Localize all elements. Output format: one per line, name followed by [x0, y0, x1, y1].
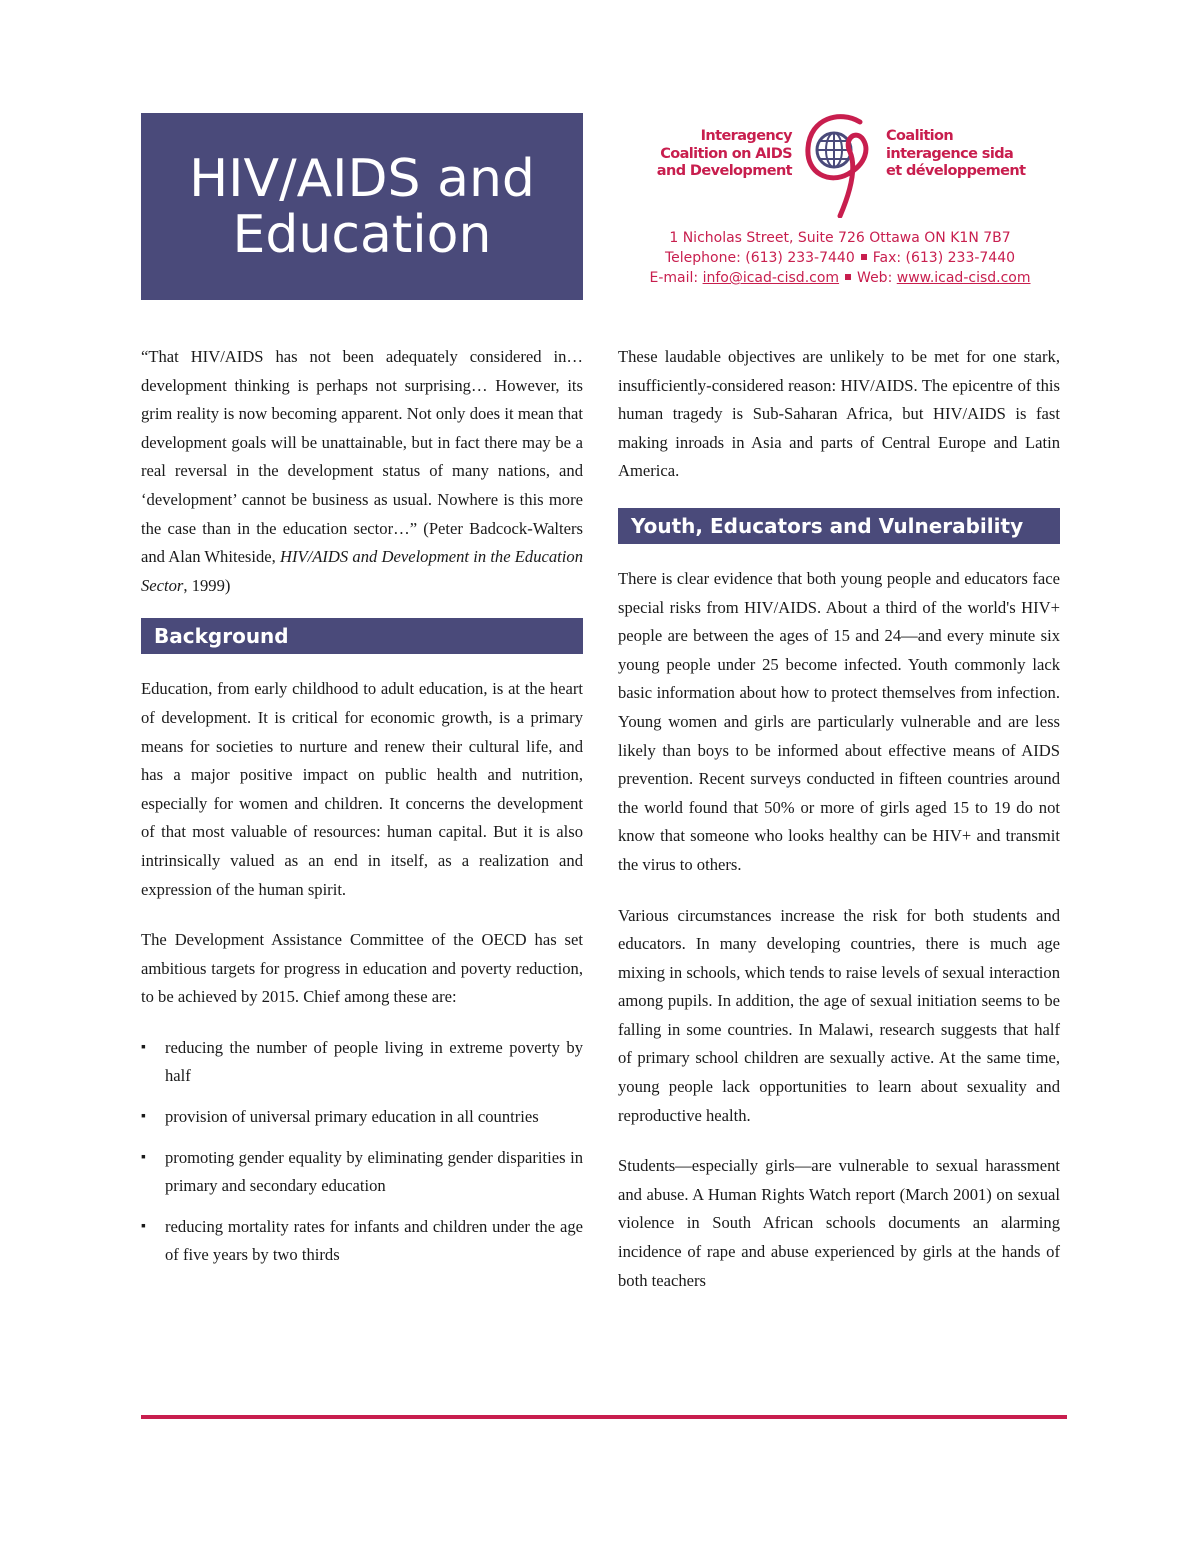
- telephone: Telephone: (613) 233-7440: [664, 250, 855, 266]
- logo-fr-line: Coalition: [886, 128, 954, 144]
- right-column: [618, 343, 1060, 1295]
- title-line-2: Education: [232, 204, 492, 265]
- targets-list: [141, 1034, 583, 1270]
- logo-en-line: and Development: [656, 163, 792, 179]
- title-line-1: HIV/AIDS and: [189, 148, 535, 209]
- bullet-icon: ▪: [141, 1039, 146, 1055]
- left-column: [141, 343, 583, 1282]
- section-heading-background: Background: [141, 618, 583, 654]
- quote-end: , 1999): [183, 575, 231, 595]
- address-line: 1 Nicholas Street, Suite 726 Ottawa ON K1N 7B7: [669, 230, 1011, 246]
- logo-en-line: Coalition on AIDS: [660, 145, 792, 162]
- email-link[interactable]: info@icad-cisd.com: [702, 270, 840, 286]
- bullet-icon: ▪: [141, 1218, 146, 1234]
- background-paragraph-1: Education, from early childhood to adult education, is at the heart of development. It is critical for economic growth, is a primary means for societies to nurture and renew their cultural life, and has a major positive impact on public health and nutrition, especially for women and children. It concerns the development of that most valuable of resources: human capital. But it is also intrinsically valued as an end in itself, as a realization and expression of the human spirit.: [141, 679, 583, 899]
- list-item: [141, 1103, 583, 1132]
- logo-fr-line: et développement: [886, 163, 1026, 179]
- web-link[interactable]: www.icad-cisd.com: [896, 270, 1031, 286]
- list-item-text: reducing mortality rates for infants and children under the age of five years by two thirds: [165, 1216, 583, 1265]
- list-item-text: provision of universal primary education in all countries: [165, 1107, 539, 1127]
- phone-fax-line: [620, 248, 1060, 268]
- background-paragraph-2: The Development Assistance Committee of the OECD has set ambitious targets for progress in education and poverty reduction, to be achieved by 2015. Chief among these are:: [141, 930, 583, 1007]
- opening-quote: [141, 343, 583, 600]
- fax: Fax: (613) 233-7440: [872, 250, 1016, 266]
- square-bullet-icon: [845, 274, 851, 280]
- globe-emblem-icon: [800, 108, 886, 218]
- list-item-text: reducing the number of people living in extreme poverty by half: [165, 1037, 583, 1086]
- bullet-icon: ▪: [141, 1109, 146, 1125]
- email-web-line: [620, 268, 1060, 288]
- email-label: E-mail:: [649, 270, 703, 286]
- organization-logo: [620, 108, 1060, 224]
- youth-paragraph-2: Various circumstances increase the risk for both students and educators. In many developing countries, there is much age mixing in schools, which tends to raise levels of sexual interaction among pupils. In addition, the age of sexual initiation seems to be falling in some countries. In Malawi, research suggests that half of primary school children are sexually active. At the same time, young people lack opportunities to learn about sexuality and reproductive health.: [618, 905, 1060, 1125]
- list-item: [141, 1144, 583, 1201]
- web-label: Web:: [857, 270, 897, 286]
- logo-text-english: [620, 128, 792, 181]
- youth-paragraph-3: Students—especially girls—are vulnerable to sexual harassment and abuse. A Human Rights Watch report (March 2001) on sexual violence in South African schools documents an alarming incidence of rape and abuse experienced by girls at the hands of both teachers: [618, 1156, 1060, 1290]
- bullet-icon: ▪: [141, 1149, 146, 1165]
- quote-source-title: HIV/AIDS and Development in the Education Sector: [141, 547, 583, 595]
- quote-text: “That HIV/AIDS has not been adequately considered in… development thinking is perhaps not surprising… However, its grim reality is now becoming apparent. Not only does it mean that development goals will be unattainable, but in fact there may be a real reversal in the development status of many nations, and ‘development’ cannot be business as usual. Nowhere is this more the case than in the education sector…” (Peter Badcock-Walters and Alan Whiteside,: [141, 347, 583, 567]
- list-item: [141, 1213, 583, 1270]
- document-title: [141, 113, 583, 300]
- list-item: [141, 1034, 583, 1091]
- section-heading-youth: Youth, Educators and Vulnerability: [618, 508, 1060, 544]
- logo-fr-line: interagence sida: [886, 145, 1014, 162]
- square-bullet-icon: [861, 254, 867, 260]
- footer-rule: [141, 1415, 1067, 1419]
- objectives-paragraph: These laudable objectives are unlikely to be met for one stark, insufficiently-considered reason: HIV/AIDS. The epicentre of this human tragedy is Sub-Saharan Africa, but HIV/AIDS is fast making inroads in Asia and parts of Central Europe and Latin America.: [618, 347, 1060, 481]
- logo-text-french: [886, 128, 1066, 181]
- youth-paragraph-1: There is clear evidence that both young people and educators face special risks from HIV/AIDS. About a third of the world's HIV+ people are between the ages of 15 and 24—and every minute six young people under 25 become infected. Youth commonly lack basic information about how to protect themselves from infection. Young women and girls are particularly vulnerable and are less likely than boys to be informed about effective means of AIDS prevention. Recent surveys conducted in fifteen countries around the world found that 50% or more of girls aged 15 to 19 do not know that someone who looks healthy can be HIV+ and transmit the virus to others.: [618, 568, 1060, 874]
- contact-info: [620, 228, 1060, 288]
- list-item-text: promoting gender equality by eliminating gender disparities in primary and secondary education: [165, 1147, 583, 1196]
- logo-en-line: Interagency: [700, 128, 792, 144]
